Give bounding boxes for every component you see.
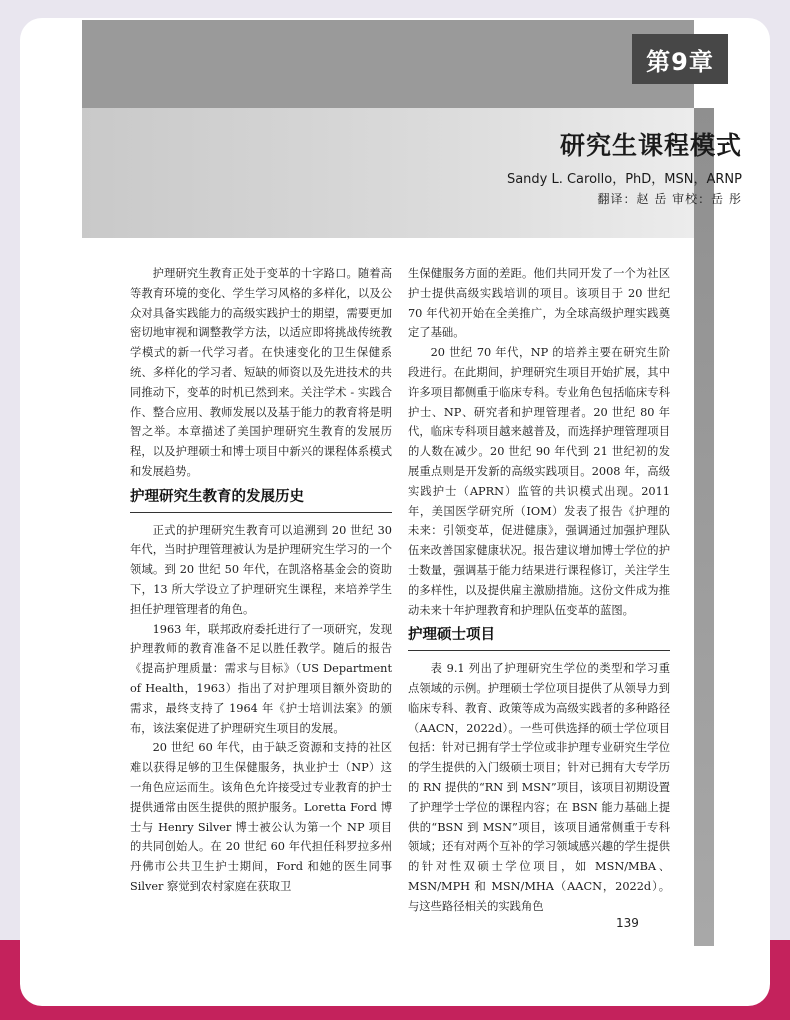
body-paragraph: 表 9.1 列出了护理研究生学位的类型和学习重点领域的示例。护理硕士学位项目提供了从领导力到临床专科、教育、政策等成为高级实践者的多种路径（AACN，2022d）。一些可供选择的硕士学位项目包括：针对已拥有学士学位或非护理专业研究生学位的学生提供的入门级硕士项目；针对已拥有大专学历的 RN 提供的“RN 到 MSN”项目，该项目初期设置了护理学士学位的课程内容；在 BSN 能力基础上提供的“BSN 到 MSN”项目，该项目通常侧重于专科领域；还有对两个互补的学习领域感兴趣的学生提供的针对性双硕士学位项目，如 MSN/MBA、MSN/MPH 和 MSN/MHA（AACN，2022d）。与这些路径相关的实践角色 — [408, 662, 670, 913]
body-paragraph: 生保健服务方面的差距。他们共同开发了一个为社区护士提供高级实践培训的项目。该项目于 20 世纪 70 年代初开始在全美推广，为全球高级护理实践奠定了基础。 — [408, 267, 670, 340]
body-paragraph: 20 世纪 70 年代，NP 的培养主要在研究生阶段进行。在此期间，护理研究生项目开始扩展，其中许多项目都侧重于临床专科。专业角色包括临床专科护士、NP、研究者和护理管理者。20 世纪 80 年代，临床专科项目越来越普及，而选择护理管理项目的人数在减少。20 世纪 90 年代到 21 世纪初的发展重点则是开发新的高级实践项目。2008 年，高级实践护士（APRN）监管的共识模式出现。2011 年，美国医学研究所（IOM）发表了报告《护理的未来：引领变革，促进健康》，强调通过加强护理队伍来改善国家健康状况。报告建议增加博士学位的护士数量，强调基于能力结果进行课程修订，关注学生的多样性，以及提供雇主激励措施。这份文件成为推动未来十年护理教育和护理队伍变革的蓝图。 — [408, 346, 670, 617]
body-paragraph: 正式的护理研究生教育可以追溯到 20 世纪 30 年代，当时护理管理被认为是护理研究生学习的一个领域。到 20 世纪 50 年代，在凯洛格基金会的资助下，13 所大学设立了护理研究生课程，来培养学生担任护理管理者的角色。 — [130, 523, 392, 616]
section-heading-history: 护理研究生教育的发展历史 — [130, 488, 392, 513]
header-block — [82, 20, 694, 108]
right-column — [408, 264, 670, 917]
page-number: 139 — [616, 916, 639, 930]
intro-paragraph: 护理研究生教育正处于变革的十字路口。随着高等教育环境的变化、学生学习风格的多样化，以及公众对具备实践能力的高级实践护士的期望，需要更加密切地审视和调整教学方法，以适应即将挑战传统教学模式的新一代学习者。在快速变化的卫生保健系统、多样化的学习者、短缺的师资以及先进技术的共同推动下，变革的时机已然到来。关注学术 - 实践合作、整合应用、教师发展以及基于能力的教育将是明智之举。本章描述了美国护理研究生教育的发展历程，以及护理硕士和博士项目中新兴的课程体系模式和发展趋势。 — [130, 267, 392, 478]
chapter-title: 研究生课程模式 — [559, 131, 742, 160]
left-column — [130, 264, 392, 897]
section-heading-masters: 护理硕士项目 — [408, 626, 670, 651]
translator-line: 翻译：赵 岳 审校：岳 彤 — [597, 192, 742, 206]
author-line: Sandy L. Carollo，PhD，MSN，ARNP — [506, 172, 742, 187]
page-frame — [20, 18, 770, 1006]
margin-strip — [694, 108, 714, 946]
body-paragraph: 20 世纪 60 年代，由于缺乏资源和支持的社区难以获得足够的卫生保健服务，执业护士（NP）这一角色应运而生。该角色允许接受过专业教育的护士提供通常由医生提供的照护服务。Loretta Ford 博士与 Henry Silver 博士被公认为第一个 NP 项目的共同创始人。在 20 世纪 60 年代担任科罗拉多州丹佛市公共卫生护士期间，Ford 和她的医生同事 Silver 察觉到农村家庭在获取卫 — [130, 741, 392, 893]
body-paragraph: 1963 年，联邦政府委托进行了一项研究，发现护理教师的教育准备不足以胜任教学。随后的报告《提高护理质量：需求与目标》（US Department of Health，1963）指出了对护理项目额外资助的需求，最终支持了 1964 年《护士培训法案》的颁布，该法案促进了护理研究生项目的发展。 — [130, 622, 392, 735]
chapter-label: 第9章 — [632, 34, 728, 84]
